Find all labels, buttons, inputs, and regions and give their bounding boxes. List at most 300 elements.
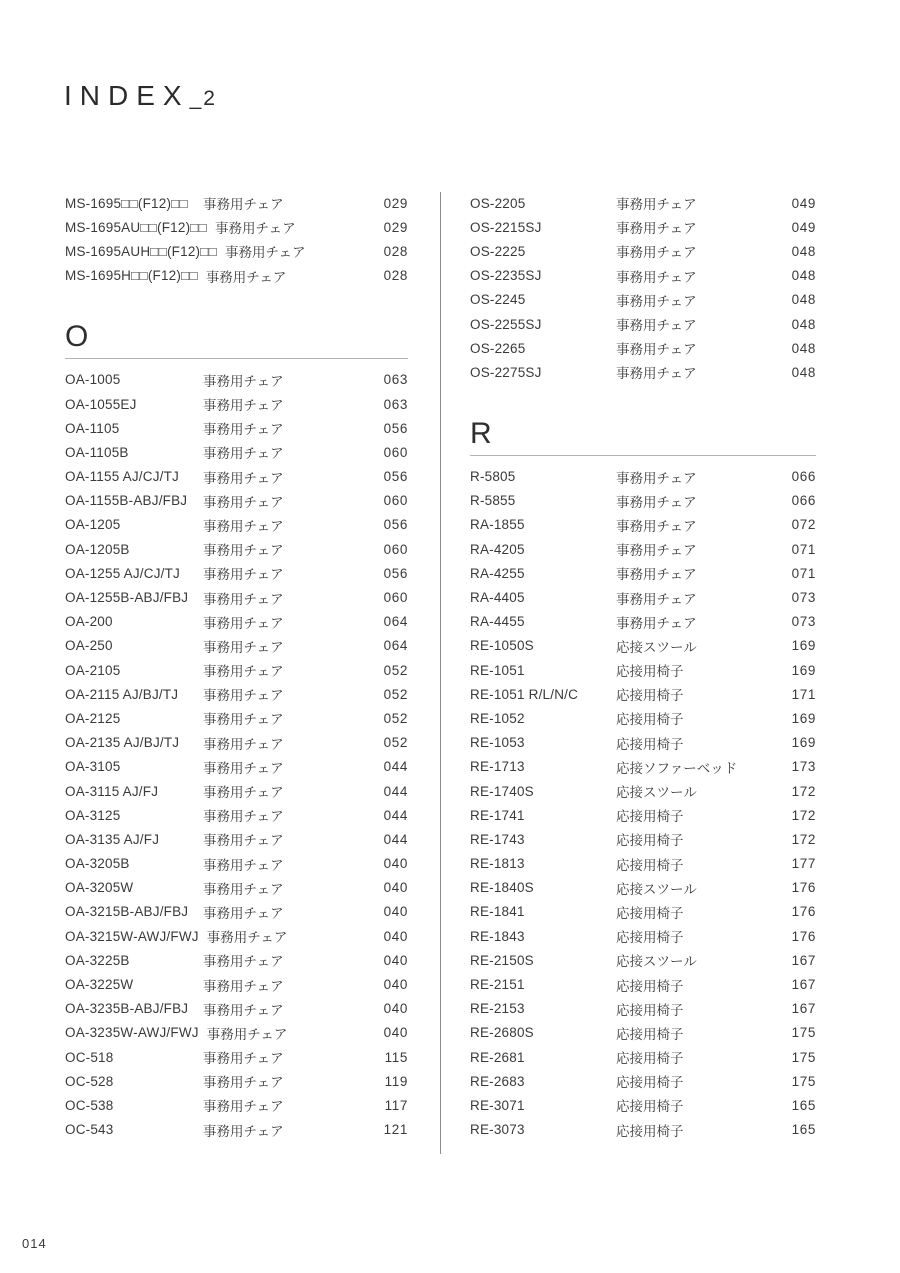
index-row (65, 610, 408, 634)
page-ref: 169 (791, 662, 816, 678)
product-code: OS-2225 (470, 243, 526, 259)
product-code: OA-3205B (65, 856, 130, 872)
page-ref: 175 (791, 1025, 816, 1041)
index-row (470, 924, 816, 948)
product-code: OC-543 (65, 1122, 114, 1138)
page-ref: 044 (383, 783, 408, 799)
product-description: 事務用チェア (203, 857, 284, 873)
product-description: 事務用チェア (203, 422, 284, 438)
page-title-text: INDEX (64, 80, 190, 111)
product-code: OA-1255 AJ/CJ/TJ (65, 565, 180, 581)
product-code: RE-1840S (470, 880, 534, 896)
product-description: 事務用チェア (203, 809, 284, 825)
product-code: RA-4455 (470, 614, 525, 630)
index-row (470, 1118, 816, 1142)
product-code: OA-3225B (65, 952, 130, 968)
index-row (65, 755, 408, 779)
page-ref: 048 (791, 316, 816, 332)
section-letter-header: O (65, 320, 408, 359)
product-description: 応接用椅子 (616, 857, 684, 873)
page-ref: 060 (383, 590, 408, 606)
product-code: OA-200 (65, 614, 113, 630)
product-description: 事務用チェア (203, 398, 284, 414)
index-row (470, 706, 816, 730)
page-ref: 172 (791, 831, 816, 847)
product-description: 応接スツール (616, 639, 697, 655)
index-row (65, 1069, 408, 1093)
product-description: 事務用チェア (203, 978, 284, 994)
product-code: OA-2135 AJ/BJ/TJ (65, 735, 180, 751)
page-ref: 040 (383, 928, 408, 944)
page-ref: 052 (383, 735, 408, 751)
page-ref: 173 (791, 759, 816, 775)
product-code: OA-3115 AJ/FJ (65, 783, 159, 799)
product-code: RE-1051 (470, 662, 525, 678)
page-ref: 064 (383, 638, 408, 654)
product-code: RE-2153 (470, 1001, 525, 1017)
product-description: 応接用椅子 (616, 1026, 684, 1042)
product-code: OA-3235W-AWJ/FWJ (65, 1025, 199, 1041)
index-row (65, 513, 408, 537)
product-description: 事務用チェア (203, 446, 284, 462)
page-ref: 040 (383, 977, 408, 993)
index-row (470, 852, 816, 876)
product-description: 応接用椅子 (616, 833, 684, 849)
index-row (470, 489, 816, 513)
product-code: OA-1205B (65, 541, 130, 557)
index-row (65, 440, 408, 464)
product-code: OA-1205 (65, 517, 121, 533)
product-code: RE-2680S (470, 1025, 534, 1041)
page-ref: 048 (791, 364, 816, 380)
product-code: OA-1105 (65, 420, 120, 436)
index-row (65, 489, 408, 513)
product-description: 事務用チェア (203, 591, 284, 607)
page-ref: 056 (383, 469, 408, 485)
product-description: 事務用チェア (203, 615, 284, 631)
product-code: RE-1050S (470, 638, 534, 654)
product-description: 事務用チェア (203, 712, 284, 728)
index-row (65, 876, 408, 900)
index-column-left (65, 191, 408, 1142)
index-row (470, 997, 816, 1021)
product-description: 事務用チェア (203, 833, 284, 849)
product-description: 応接用椅子 (616, 712, 684, 728)
product-description: 事務用チェア (616, 543, 697, 559)
index-row (65, 416, 408, 440)
product-description: 事務用チェア (203, 905, 284, 921)
index-row (65, 537, 408, 561)
product-code: OA-3205W (65, 880, 134, 896)
index-row (470, 191, 816, 215)
product-code: RE-1051 R/L/N/C (470, 686, 579, 702)
index-row (65, 392, 408, 416)
product-description: 事務用チェア (203, 543, 284, 559)
product-code: RE-3073 (470, 1122, 525, 1138)
product-code: OA-3235B-ABJ/FBJ (65, 1001, 189, 1017)
index-row (65, 706, 408, 730)
page-ref: 063 (383, 396, 408, 412)
page-ref: 171 (791, 686, 816, 702)
product-code: OA-1255B-ABJ/FBJ (65, 590, 189, 606)
index-row (65, 215, 408, 239)
product-description: 事務用チェア (616, 470, 697, 486)
index-section (470, 417, 816, 1142)
index-row (65, 191, 408, 215)
index-row (470, 239, 816, 263)
product-description: 応接用椅子 (616, 978, 684, 994)
product-code: RA-4255 (470, 565, 525, 581)
index-row (65, 924, 408, 948)
page-ref: 071 (791, 541, 816, 557)
page-ref: 119 (384, 1073, 408, 1089)
product-code: OA-3215W-AWJ/FWJ (65, 928, 199, 944)
product-code: OS-2215SJ (470, 219, 542, 235)
page-ref: 060 (383, 444, 408, 460)
index-row (470, 561, 816, 585)
index-row (65, 634, 408, 658)
product-code: RE-2150S (470, 952, 534, 968)
product-code: R-5855 (470, 493, 516, 509)
page-ref: 167 (791, 1001, 816, 1017)
product-code: RE-1843 (470, 928, 525, 944)
page-ref: 056 (383, 420, 408, 436)
index-row (65, 1118, 408, 1142)
product-description: 事務用チェア (616, 269, 697, 285)
page-ref: 073 (791, 590, 816, 606)
product-description: 応接ソファーベッド (616, 760, 738, 776)
product-description: 事務用チェア (616, 221, 697, 237)
product-code: OS-2275SJ (470, 364, 542, 380)
index-row (65, 658, 408, 682)
product-code: OC-518 (65, 1049, 114, 1065)
page-ref: 175 (791, 1049, 816, 1065)
product-code: OA-1155B-ABJ/FBJ (65, 493, 188, 509)
product-description: 事務用チェア (616, 197, 697, 213)
product-description: 事務用チェア (203, 518, 284, 534)
product-description: 事務用チェア (203, 470, 284, 486)
index-row (65, 997, 408, 1021)
index-row (470, 900, 816, 924)
page-ref: 169 (791, 735, 816, 751)
product-description: 事務用チェア (616, 518, 697, 534)
product-description: 事務用チェア (203, 1123, 284, 1139)
index-row (470, 634, 816, 658)
product-code: RE-2681 (470, 1049, 525, 1065)
index-row (65, 368, 408, 392)
product-code: OA-3125 (65, 807, 121, 823)
product-description: 応接スツール (616, 954, 697, 970)
index-row (470, 360, 816, 384)
page-ref: 048 (791, 292, 816, 308)
index-row (65, 900, 408, 924)
index-row (65, 731, 408, 755)
product-description: 事務用チェア (203, 688, 284, 704)
page-ref: 064 (383, 614, 408, 630)
page-ref: 073 (791, 614, 816, 630)
footer-page-number: 014 (22, 1236, 47, 1251)
page-ref: 040 (383, 904, 408, 920)
index-row (65, 948, 408, 972)
page-ref: 169 (791, 638, 816, 654)
product-description: 事務用チェア (224, 245, 306, 261)
index-row (470, 779, 816, 803)
page-ref: 167 (791, 952, 816, 968)
page-ref: 052 (383, 662, 408, 678)
page-ref: 176 (791, 880, 816, 896)
index-row (65, 465, 408, 489)
product-code: MS-1695AU□□(F12)□□ (65, 219, 208, 235)
product-description: 事務用チェア (203, 567, 284, 583)
product-description: 応接用椅子 (616, 1123, 684, 1139)
index-row (470, 215, 816, 239)
index-row (470, 948, 816, 972)
product-code: RA-4405 (470, 590, 525, 606)
product-description: 応接用椅子 (616, 1051, 684, 1067)
product-description: 事務用チェア (616, 318, 697, 334)
product-description: 事務用チェア (616, 615, 697, 631)
product-description: 事務用チェア (203, 881, 284, 897)
page-ref: 167 (791, 977, 816, 993)
page-ref: 177 (791, 856, 816, 872)
product-code: RE-1741 (470, 807, 525, 823)
index-row (65, 561, 408, 585)
page-ref: 040 (383, 1001, 408, 1017)
page-ref: 176 (791, 928, 816, 944)
index-row (470, 1045, 816, 1069)
index-row (470, 1021, 816, 1045)
product-description: 応接用椅子 (616, 1075, 684, 1091)
product-description: 事務用チェア (616, 245, 697, 261)
index-column-right (470, 191, 816, 1142)
page-ref: 040 (383, 1025, 408, 1041)
index-row (470, 312, 816, 336)
index-row (65, 585, 408, 609)
page-ref: 060 (383, 541, 408, 557)
product-code: OA-2125 (65, 710, 121, 726)
product-description: 事務用チェア (616, 366, 697, 382)
product-code: OA-1105B (65, 444, 129, 460)
product-description: 事務用チェア (203, 1099, 284, 1115)
index-section (65, 320, 408, 1142)
index-row (470, 288, 816, 312)
product-description: 事務用チェア (203, 1002, 284, 1018)
index-row (470, 513, 816, 537)
product-code: MS-1695H□□(F12)□□ (65, 268, 198, 284)
product-description: 応接用椅子 (616, 688, 684, 704)
index-row (470, 537, 816, 561)
index-row (470, 972, 816, 996)
product-description: 事務用チェア (616, 494, 697, 510)
page-ref: 052 (383, 686, 408, 702)
product-description: 応接用椅子 (616, 905, 684, 921)
product-description: 応接用椅子 (616, 736, 684, 752)
product-description: 事務用チェア (206, 1026, 288, 1042)
page-ref: 056 (383, 565, 408, 581)
page-ref: 028 (383, 243, 408, 259)
product-description: 応接スツール (616, 881, 697, 897)
page-ref: 028 (383, 268, 408, 284)
product-code: OA-250 (65, 638, 113, 654)
product-code: OA-1005 (65, 372, 121, 388)
product-code: OA-3215B-ABJ/FBJ (65, 904, 189, 920)
index-section (470, 191, 816, 385)
product-description: 事務用チェア (203, 494, 284, 510)
product-code: RE-1052 (470, 710, 525, 726)
product-description: 事務用チェア (616, 342, 697, 358)
product-code: RE-1053 (470, 735, 525, 751)
page-title-suffix: _2 (189, 87, 217, 110)
page-ref: 049 (791, 195, 816, 211)
product-description: 応接用椅子 (616, 809, 684, 825)
product-description: 応接用椅子 (616, 1099, 684, 1115)
index-row (470, 610, 816, 634)
product-code: OA-3135 AJ/FJ (65, 831, 160, 847)
index-row (470, 876, 816, 900)
page-ref: 169 (791, 710, 816, 726)
product-code: RE-1813 (470, 856, 525, 872)
product-code: OA-1155 AJ/CJ/TJ (65, 469, 179, 485)
column-divider (440, 192, 441, 1154)
page-ref: 063 (383, 372, 408, 388)
product-code: OA-3105 (65, 759, 121, 775)
page-ref: 060 (383, 493, 408, 509)
product-code: R-5805 (470, 469, 516, 485)
index-row (65, 1093, 408, 1117)
product-description: 事務用チェア (616, 591, 697, 607)
index-row (470, 827, 816, 851)
product-description: 事務用チェア (203, 664, 284, 680)
product-description: 事務用チェア (205, 269, 287, 285)
product-description: 事務用チェア (203, 1075, 284, 1091)
index-row (65, 1021, 408, 1045)
index-row (470, 803, 816, 827)
product-description: 事務用チェア (203, 954, 284, 970)
page-ref: 072 (791, 517, 816, 533)
product-code: OA-2115 AJ/BJ/TJ (65, 686, 179, 702)
page-ref: 056 (383, 517, 408, 533)
page-ref: 044 (383, 759, 408, 775)
product-code: RE-2151 (470, 977, 525, 993)
product-description: 事務用チェア (203, 639, 284, 655)
page-ref: 040 (383, 880, 408, 896)
page-ref: 071 (791, 565, 816, 581)
page-ref: 040 (383, 952, 408, 968)
product-description: 事務用チェア (203, 1051, 284, 1067)
product-code: RA-4205 (470, 541, 525, 557)
product-description: 応接スツール (616, 785, 697, 801)
product-code: RA-1855 (470, 517, 525, 533)
product-code: OS-2265 (470, 340, 526, 356)
product-description: 応接用椅子 (616, 1002, 684, 1018)
index-row (470, 682, 816, 706)
index-row (470, 465, 816, 489)
page-ref: 176 (791, 904, 816, 920)
page-ref: 044 (383, 807, 408, 823)
page-ref: 048 (791, 243, 816, 259)
product-description: 事務用チェア (203, 785, 284, 801)
page-ref: 115 (384, 1049, 408, 1065)
product-code: RE-1713 (470, 759, 525, 775)
page-ref: 172 (791, 807, 816, 823)
product-description: 事務用チェア (203, 736, 284, 752)
product-description: 事務用チェア (203, 373, 284, 389)
index-row (470, 1069, 816, 1093)
product-code: RE-1841 (470, 904, 525, 920)
index-row (65, 779, 408, 803)
product-description: 事務用チェア (203, 760, 284, 776)
page-ref: 048 (791, 268, 816, 284)
page-ref: 040 (383, 856, 408, 872)
page-ref: 049 (791, 219, 816, 235)
index-row (470, 336, 816, 360)
page-ref: 117 (384, 1097, 408, 1113)
index-row (470, 1093, 816, 1117)
page-ref: 172 (791, 783, 816, 799)
page-ref: 029 (383, 195, 408, 211)
product-code: MS-1695AUH□□(F12)□□ (65, 243, 217, 259)
product-code: OS-2235SJ (470, 268, 542, 284)
index-row (65, 239, 408, 263)
product-code: RE-2683 (470, 1073, 525, 1089)
page-ref: 044 (383, 831, 408, 847)
index-row (470, 731, 816, 755)
page-title (64, 80, 217, 112)
product-description: 応接用椅子 (616, 930, 684, 946)
product-code: OA-3225W (65, 977, 134, 993)
product-description: 応接用椅子 (616, 664, 684, 680)
product-code: OS-2205 (470, 195, 526, 211)
product-code: OS-2255SJ (470, 316, 542, 332)
index-row (470, 585, 816, 609)
product-description: 事務用チェア (206, 930, 288, 946)
product-code: RE-1743 (470, 831, 525, 847)
product-code: OC-538 (65, 1097, 114, 1113)
product-code: RE-3071 (470, 1097, 525, 1113)
page-ref: 048 (791, 340, 816, 356)
index-row (65, 682, 408, 706)
page-ref: 066 (791, 469, 816, 485)
product-description: 事務用チェア (616, 293, 697, 309)
index-row (65, 803, 408, 827)
index-row (65, 264, 408, 288)
index-row (65, 1045, 408, 1069)
product-description: 事務用チェア (616, 567, 697, 583)
index-row (470, 658, 816, 682)
page-ref: 121 (383, 1122, 408, 1138)
page-ref: 175 (791, 1073, 816, 1089)
product-code: OA-2105 (65, 662, 121, 678)
index-row (65, 852, 408, 876)
page-ref: 165 (791, 1122, 816, 1138)
product-description: 事務用チェア (215, 221, 296, 237)
index-row (65, 827, 408, 851)
product-code: MS-1695□□(F12)□□ (65, 195, 188, 211)
page-ref: 029 (383, 219, 408, 235)
index-row (65, 972, 408, 996)
product-code: RE-1740S (470, 783, 534, 799)
index-section (65, 191, 408, 288)
index-row (470, 755, 816, 779)
page-ref: 165 (791, 1097, 816, 1113)
page-ref: 052 (383, 710, 408, 726)
section-letter-header: R (470, 417, 816, 456)
product-description: 事務用チェア (203, 197, 284, 213)
page-ref: 066 (791, 493, 816, 509)
product-code: OS-2245 (470, 292, 526, 308)
product-code: OC-528 (65, 1073, 114, 1089)
index-row (470, 264, 816, 288)
